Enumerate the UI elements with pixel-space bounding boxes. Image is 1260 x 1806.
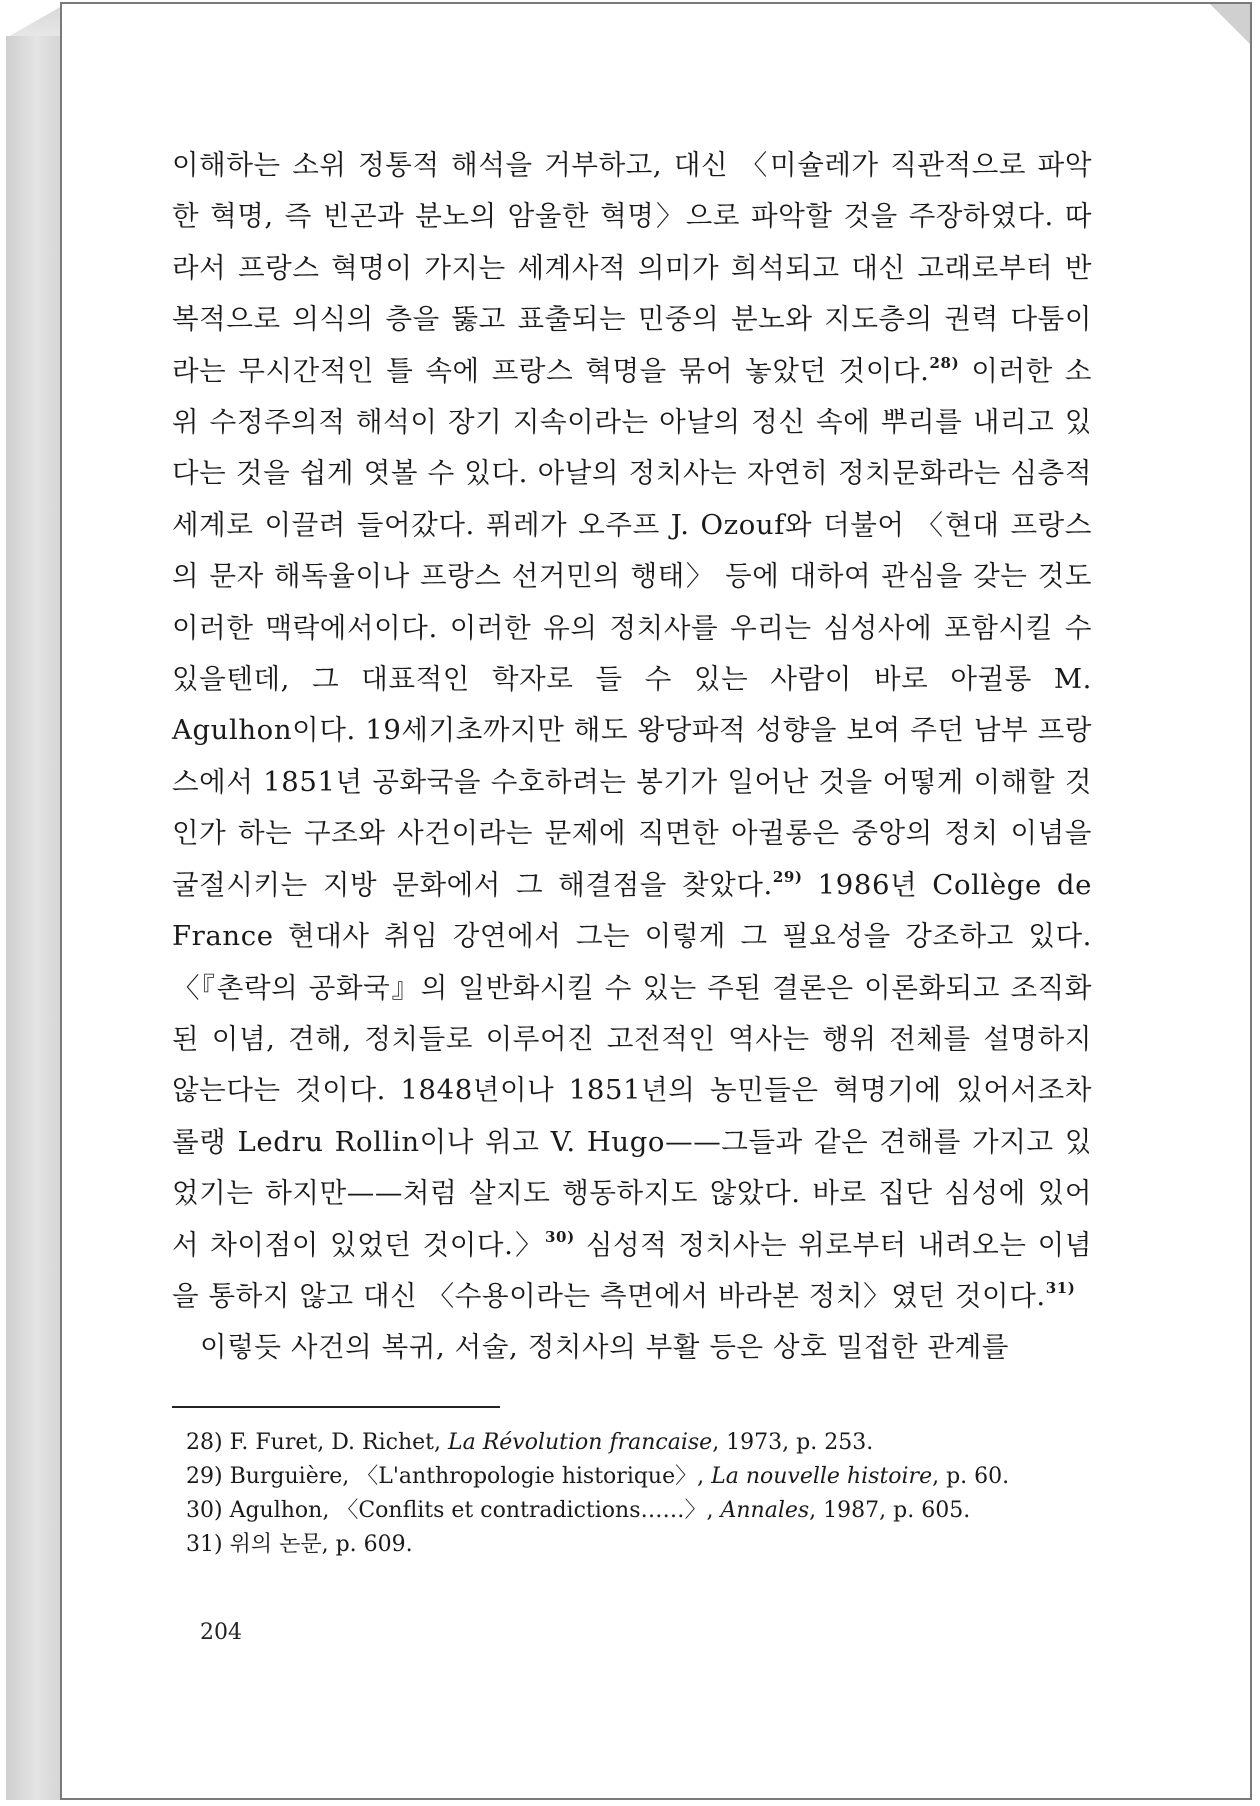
- footnote-30: [186, 1494, 1086, 1528]
- book-side-edge: [6, 36, 62, 1800]
- footnote-number: 31): [186, 1532, 223, 1557]
- footnote-citation-tail: , 1987, p. 605.: [809, 1498, 971, 1523]
- page-number: 204: [200, 1620, 242, 1645]
- footnote-number: 28): [186, 1430, 223, 1455]
- footnote-title: La Révolution francaise: [447, 1430, 713, 1455]
- paragraph-1: [172, 140, 1092, 1322]
- footnote-28: [186, 1426, 1086, 1460]
- footnote-number: 30): [186, 1498, 223, 1523]
- footnote-citation-tail: , p. 60.: [932, 1464, 1010, 1489]
- footnote-citation: F. Furet, D. Richet,: [229, 1430, 448, 1455]
- footnote-29: [186, 1460, 1086, 1494]
- footnote-ref-31[interactable]: 31): [1045, 1278, 1076, 1297]
- paragraph-1-text-d: 심성적 정치사는 위로부터 내려오는 이념을 통하지 않고 대신 〈수용이라는 측면에서 바라본 정치〉였던 것이다.: [172, 1228, 1093, 1312]
- footnote-ref-30[interactable]: 30): [545, 1227, 575, 1246]
- paragraph-2: [172, 1322, 1092, 1373]
- footnote-ref-28[interactable]: 28): [929, 353, 960, 372]
- paragraph-1-text-c: 1986년 Collège de France 현대사 취임 강연에서 그는 이렇게 그 필요성을 강조하고 있다. 〈『촌락의 공화국』의 일반화시킬 수 있는 주된 결론은 이론화되고 조직화된 이념, 견해, 정치들로 이루어진 고전적인 역사는 행위 전체를 설명하지 않는다는 것이다. 1848년이나 1851년의 농민들은 혁명기에 있어서조차 롤랭 Ledru Rollin이나 위고 V. Hugo——그들과 같은 견해를 가지고 있었기는 하지만——처럼 살지도 행동하지도 않았다. 바로 집단 심성에 있어서 차이점이 있었던 것이다.〉: [172, 868, 1092, 1261]
- paragraph-1-text-b: 이러한 소위 수정주의적 해석이 장기 지속이라는 아날의 정신 속에 뿌리를 내리고 있다는 것을 쉽게 엿볼 수 있다. 아날의 정치사는 자연히 정치문화라는 심층적 세계로 이끌려 들어갔다. 퓌레가 오주프 J. Ozouf와 더불어 〈현대 프랑스의 문자 해독율이나 프랑스 선거민의 행태〉 등에 대하여 관심을 갖는 것도 이러한 맥락에서이다. 이러한 유의 정치사를 우리는 심성사에 포함시킬 수 있을텐데, 그 대표적인 학자로 들 수 있는 사람이 바로 아귈롱 M. Agulhon이다. 19세기초까지만 해도 왕당파적 성향을 보여 주던 남부 프랑스에서 1851년 공화국을 수호하려는 봉기가 일어난 것을 어떻게 이해할 것인가 하는 구조와 사건이라는 문제에 직면한 아귈롱은 중앙의 정치 이념을 굴절시키는 지방 문화에서 그 해결점을 찾았다.: [172, 354, 1093, 901]
- paragraph-1-text-a: 이해하는 소위 정통적 해석을 거부하고, 대신 〈미슐레가 직관적으로 파악한 혁명, 즉 빈곤과 분노의 암울한 혁명〉으로 파악할 것을 주장하였다. 따라서 프랑스 혁명이 가지는 세계사적 의미가 희석되고 대신 고래로부터 반복적으로 의식의 층을 뚫고 표출되는 민중의 분노와 지도층의 권력 다툼이라는 무시간적인 틀 속에 프랑스 혁명을 묶어 놓았던 것이다.: [172, 149, 1092, 387]
- footnote-title: Annales: [720, 1498, 810, 1523]
- paragraph-2-text: 이렇듯 사건의 복귀, 서술, 정치사의 부활 등은 상호 밀접한 관계를: [200, 1331, 1010, 1364]
- footnote-citation: Agulhon, 〈Conflits et contradictions……〉,: [229, 1498, 721, 1523]
- footnote-citation-tail: , 1973, p. 253.: [712, 1430, 874, 1455]
- footnote-citation: Burguière, 〈L'anthropologie historique〉,: [229, 1464, 712, 1489]
- footnote-ref-29[interactable]: 29): [772, 867, 803, 886]
- footnote-citation: 위의 논문, p. 609.: [229, 1532, 413, 1557]
- page-corner-fold: [1210, 4, 1250, 44]
- footnote-title: La nouvelle histoire: [711, 1464, 933, 1489]
- footnote-31: [186, 1528, 1086, 1562]
- footnote-number: 29): [186, 1464, 223, 1489]
- main-text: [172, 140, 1092, 1374]
- footnote-divider: [172, 1406, 500, 1408]
- footnotes-list: [186, 1426, 1086, 1562]
